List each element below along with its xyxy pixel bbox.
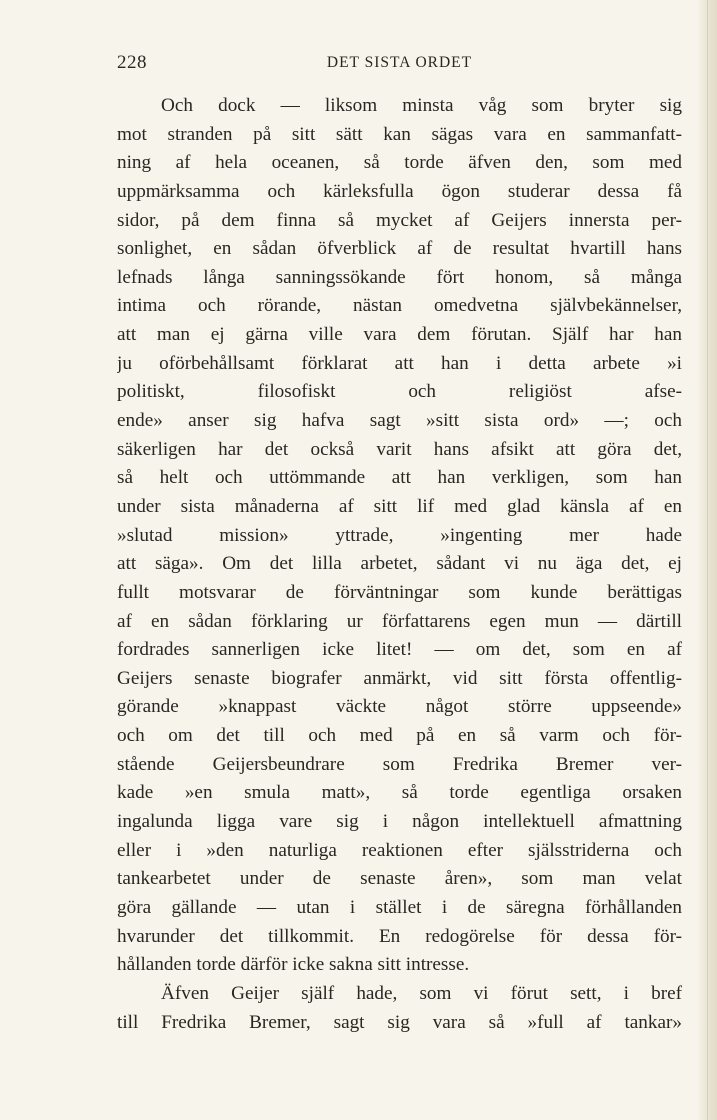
text-line: till Fredrika Bremer, sagt sig vara så »full af tankar»: [117, 1011, 682, 1033]
text-line: »slutad mission» yttrade, »ingenting mer hade: [117, 524, 682, 546]
text-line: ning af hela oceanen, så torde äfven den, som med: [117, 152, 682, 174]
text-line: göra gällande — utan i stället i de säregna förhållanden: [117, 896, 682, 918]
text-line: sidor, på dem finna så mycket af Geijers innersta per-: [117, 209, 682, 231]
text-line: stående Geijersbeundrare som Fredrika Bremer ver-: [117, 753, 682, 775]
page-number: 228: [117, 52, 147, 73]
text-line: eller i »den naturliga reaktionen efter själsstriderna och: [117, 839, 682, 861]
text-line: att säga». Om det lilla arbetet, sådant vi nu äga det, ej: [117, 553, 682, 575]
text-line: kade »en smula matt», så torde egentliga orsaken: [117, 782, 682, 804]
page-edge-line: [707, 0, 708, 1120]
text-line: lefnads långa sanningssökande fört honom, så många: [117, 266, 682, 288]
text-line: säkerligen har det också varit hans afsikt att göra det,: [117, 438, 682, 460]
text-line: fullt motsvarar de förväntningar som kunde berättigas: [117, 581, 682, 603]
text-line: Äfven Geijer själf hade, som vi förut sett, i bref: [161, 982, 682, 1004]
text-line: hvarunder det tillkommit. En redogörelse för dessa för-: [117, 925, 682, 947]
text-line: Och dock — liksom minsta våg som bryter sig: [161, 95, 682, 116]
text-line: ingalunda ligga vare sig i någon intellektuell afmattning: [117, 811, 682, 833]
text-line: mot stranden på sitt sätt kan sägas vara en sammanfatt-: [117, 123, 682, 145]
text-line: fordrades sannerligen icke litet! — om det, som en af: [117, 639, 682, 661]
text-line: uppmärksamma och kärleksfulla ögon studerar dessa få: [117, 180, 682, 202]
text-line: ju oförbehållsamt förklarat att han i detta arbete »i: [117, 352, 682, 374]
text-line: af en sådan förklaring ur författarens egen mun — därtill: [117, 610, 682, 632]
text-line: sonlighet, en sådan öfverblick af de resultat hvartill hans: [117, 238, 682, 260]
text-line: och om det till och med på en så varm och för-: [117, 725, 682, 747]
text-line: att man ej gärna ville vara dem förutan. Själf har han: [117, 324, 682, 346]
body-text: [117, 92, 682, 1037]
text-line: tankearbetet under de senaste åren», som man velat: [117, 868, 682, 890]
text-line: så helt och uttömmande att han verkligen, som han: [117, 467, 682, 489]
text-line: Geijers senaste biografer anmärkt, vid sitt första offentlig-: [117, 667, 682, 689]
text-line: intima och rörande, nästan omedvetna självbekännelser,: [117, 295, 682, 317]
text-line: hållanden torde därför icke sakna sitt intresse.: [117, 954, 470, 976]
running-head: DET SISTA ORDET: [326, 54, 473, 71]
text-line: under sista månaderna af sitt lif med glad känsla af en: [117, 495, 682, 517]
text-line: görande »knappast väckte något större uppseende»: [117, 696, 682, 718]
page-header: [117, 52, 682, 78]
text-line: politiskt, filosofiskt och religiöst afse-: [117, 381, 682, 403]
text-line: ende» anser sig hafva sagt »sitt sista ord» —; och: [117, 410, 682, 432]
